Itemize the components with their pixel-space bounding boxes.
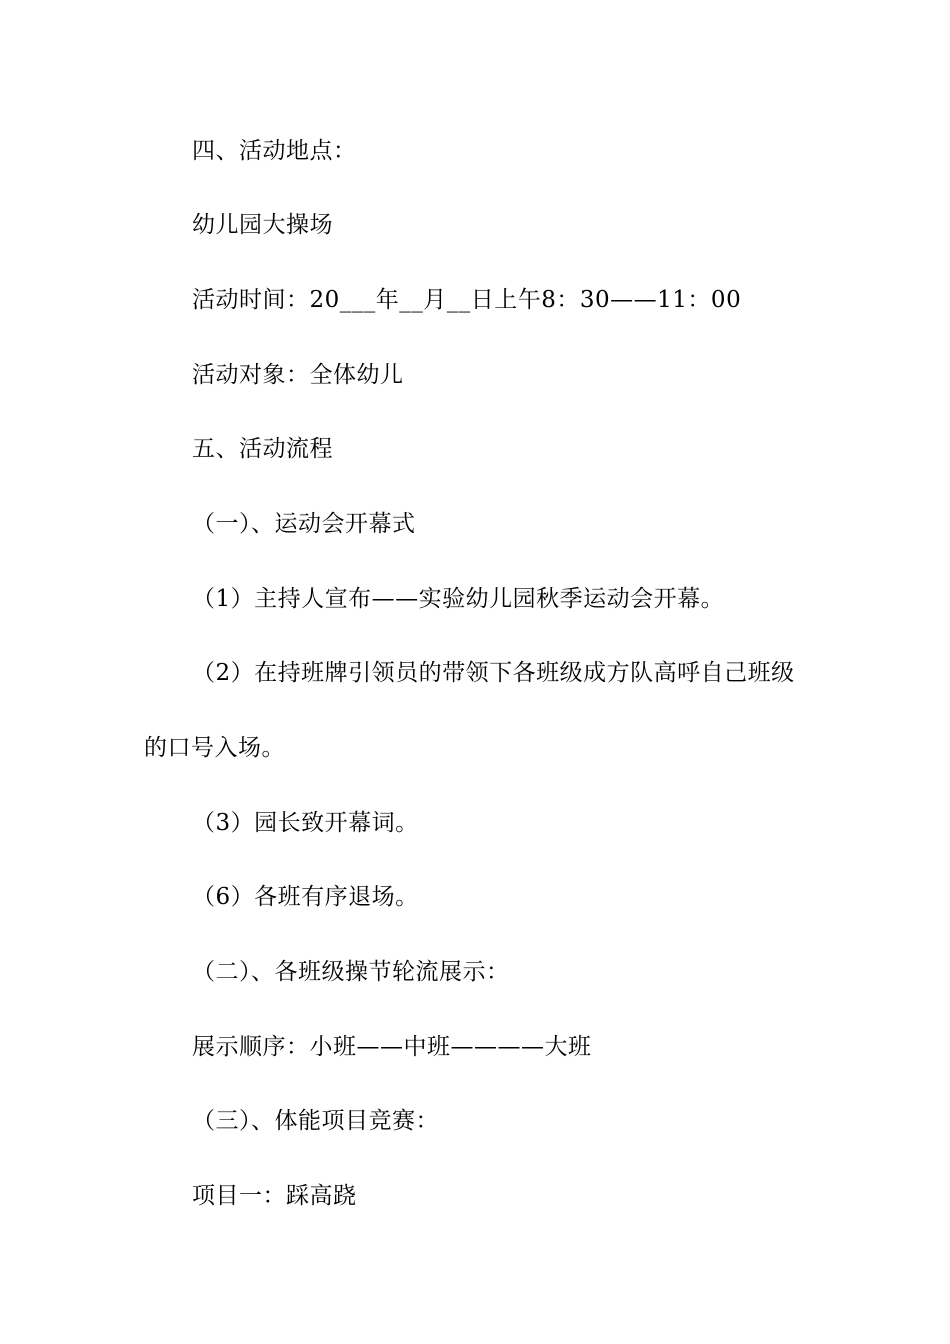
- heading-activity-location: 四、活动地点：: [192, 138, 357, 164]
- activity-audience: 活动对象：全体幼儿: [192, 362, 404, 388]
- step-6-classes-exit: （6）各班有序退场。: [192, 884, 419, 910]
- section-class-exercises: （二）、各班级操节轮流展示：: [192, 959, 510, 985]
- step-3-opening-speech: （3）园长致开幕词。: [192, 810, 419, 836]
- exercise-order: 展示顺序：小班——中班————大班: [192, 1034, 592, 1060]
- step-2-class-entrance: （2）在持班牌引领员的带领下各班级成方队高呼自己班级: [192, 660, 795, 686]
- step-2-class-entrance-continued: 的口号入场。: [144, 735, 285, 761]
- section-fitness-competition: （三）、体能项目竞赛：: [192, 1108, 439, 1134]
- step-1-host-announce: （1）主持人宣布——实验幼儿园秋季运动会开幕。: [192, 586, 725, 612]
- heading-activity-process: 五、活动流程: [192, 436, 333, 462]
- activity-location-value: 幼儿园大操场: [192, 212, 333, 238]
- event-one-stilts: 项目一：踩高跷: [192, 1183, 357, 1209]
- activity-time: 活动时间：20___年__月__日上午8：30——11：00: [192, 287, 742, 313]
- section-opening-ceremony: （一）、运动会开幕式: [192, 511, 416, 537]
